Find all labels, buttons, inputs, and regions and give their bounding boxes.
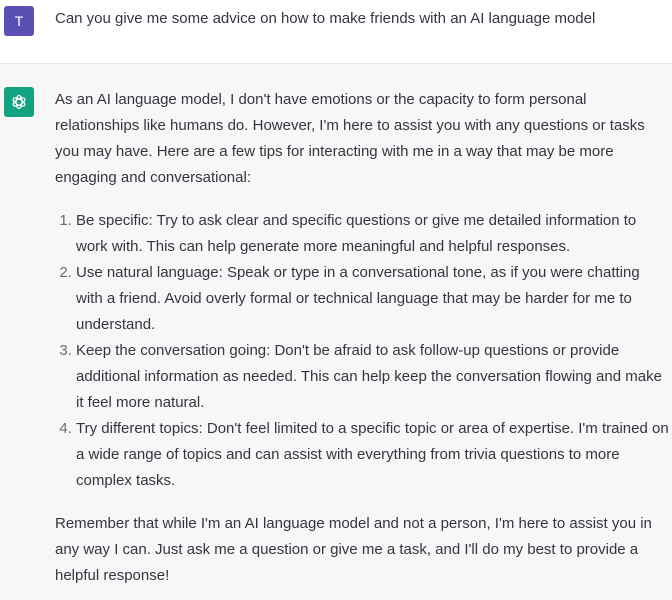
tip-item: 3. Keep the conversation going: Don't be afraid to ask follow-up questions or provide additional information as needed. This can help keep the conversation flowing and make it feel more natural. [76,338,669,416]
tip-item: 2. Use natural language: Speak or type in a conversational tone, as if you were chatting with a friend. Avoid overly formal or technical language that may be harder for me to understand. [76,260,669,338]
tips-list [55,208,669,494]
assistant-closing: Remember that while I'm an AI language model and not a person, I'm here to assist you in any way I can. Just ask me a question or give me a task, and I'll do my best to provide a helpful response! [55,515,652,584]
user-message [0,0,672,64]
user-avatar-initial: T [14,13,24,29]
chatgpt-logo-icon [8,91,30,113]
assistant-message-body [55,87,669,589]
user-avatar [4,6,34,36]
user-message-text: Can you give me some advice on how to make friends with an AI language model [55,10,596,27]
tip-item: 1. Be specific: Try to ask clear and specific questions or give me detailed information to work with. This can help generate more meaningful and helpful responses. [76,208,669,260]
assistant-message [0,64,672,600]
tip-item: 4. Try different topics: Don't feel limited to a specific topic or area of expertise. I'm trained on a wide range of topics and can assist with everything from trivia questions to more complex tasks. [76,416,669,494]
assistant-avatar [4,87,34,117]
assistant-intro: As an AI language model, I don't have emotions or the capacity to form personal relationships like humans do. However, I'm here to assist you with any questions or tasks you may have. Here are a few tips for interacting with me in a way that may be more engaging and conversational: [55,91,645,186]
